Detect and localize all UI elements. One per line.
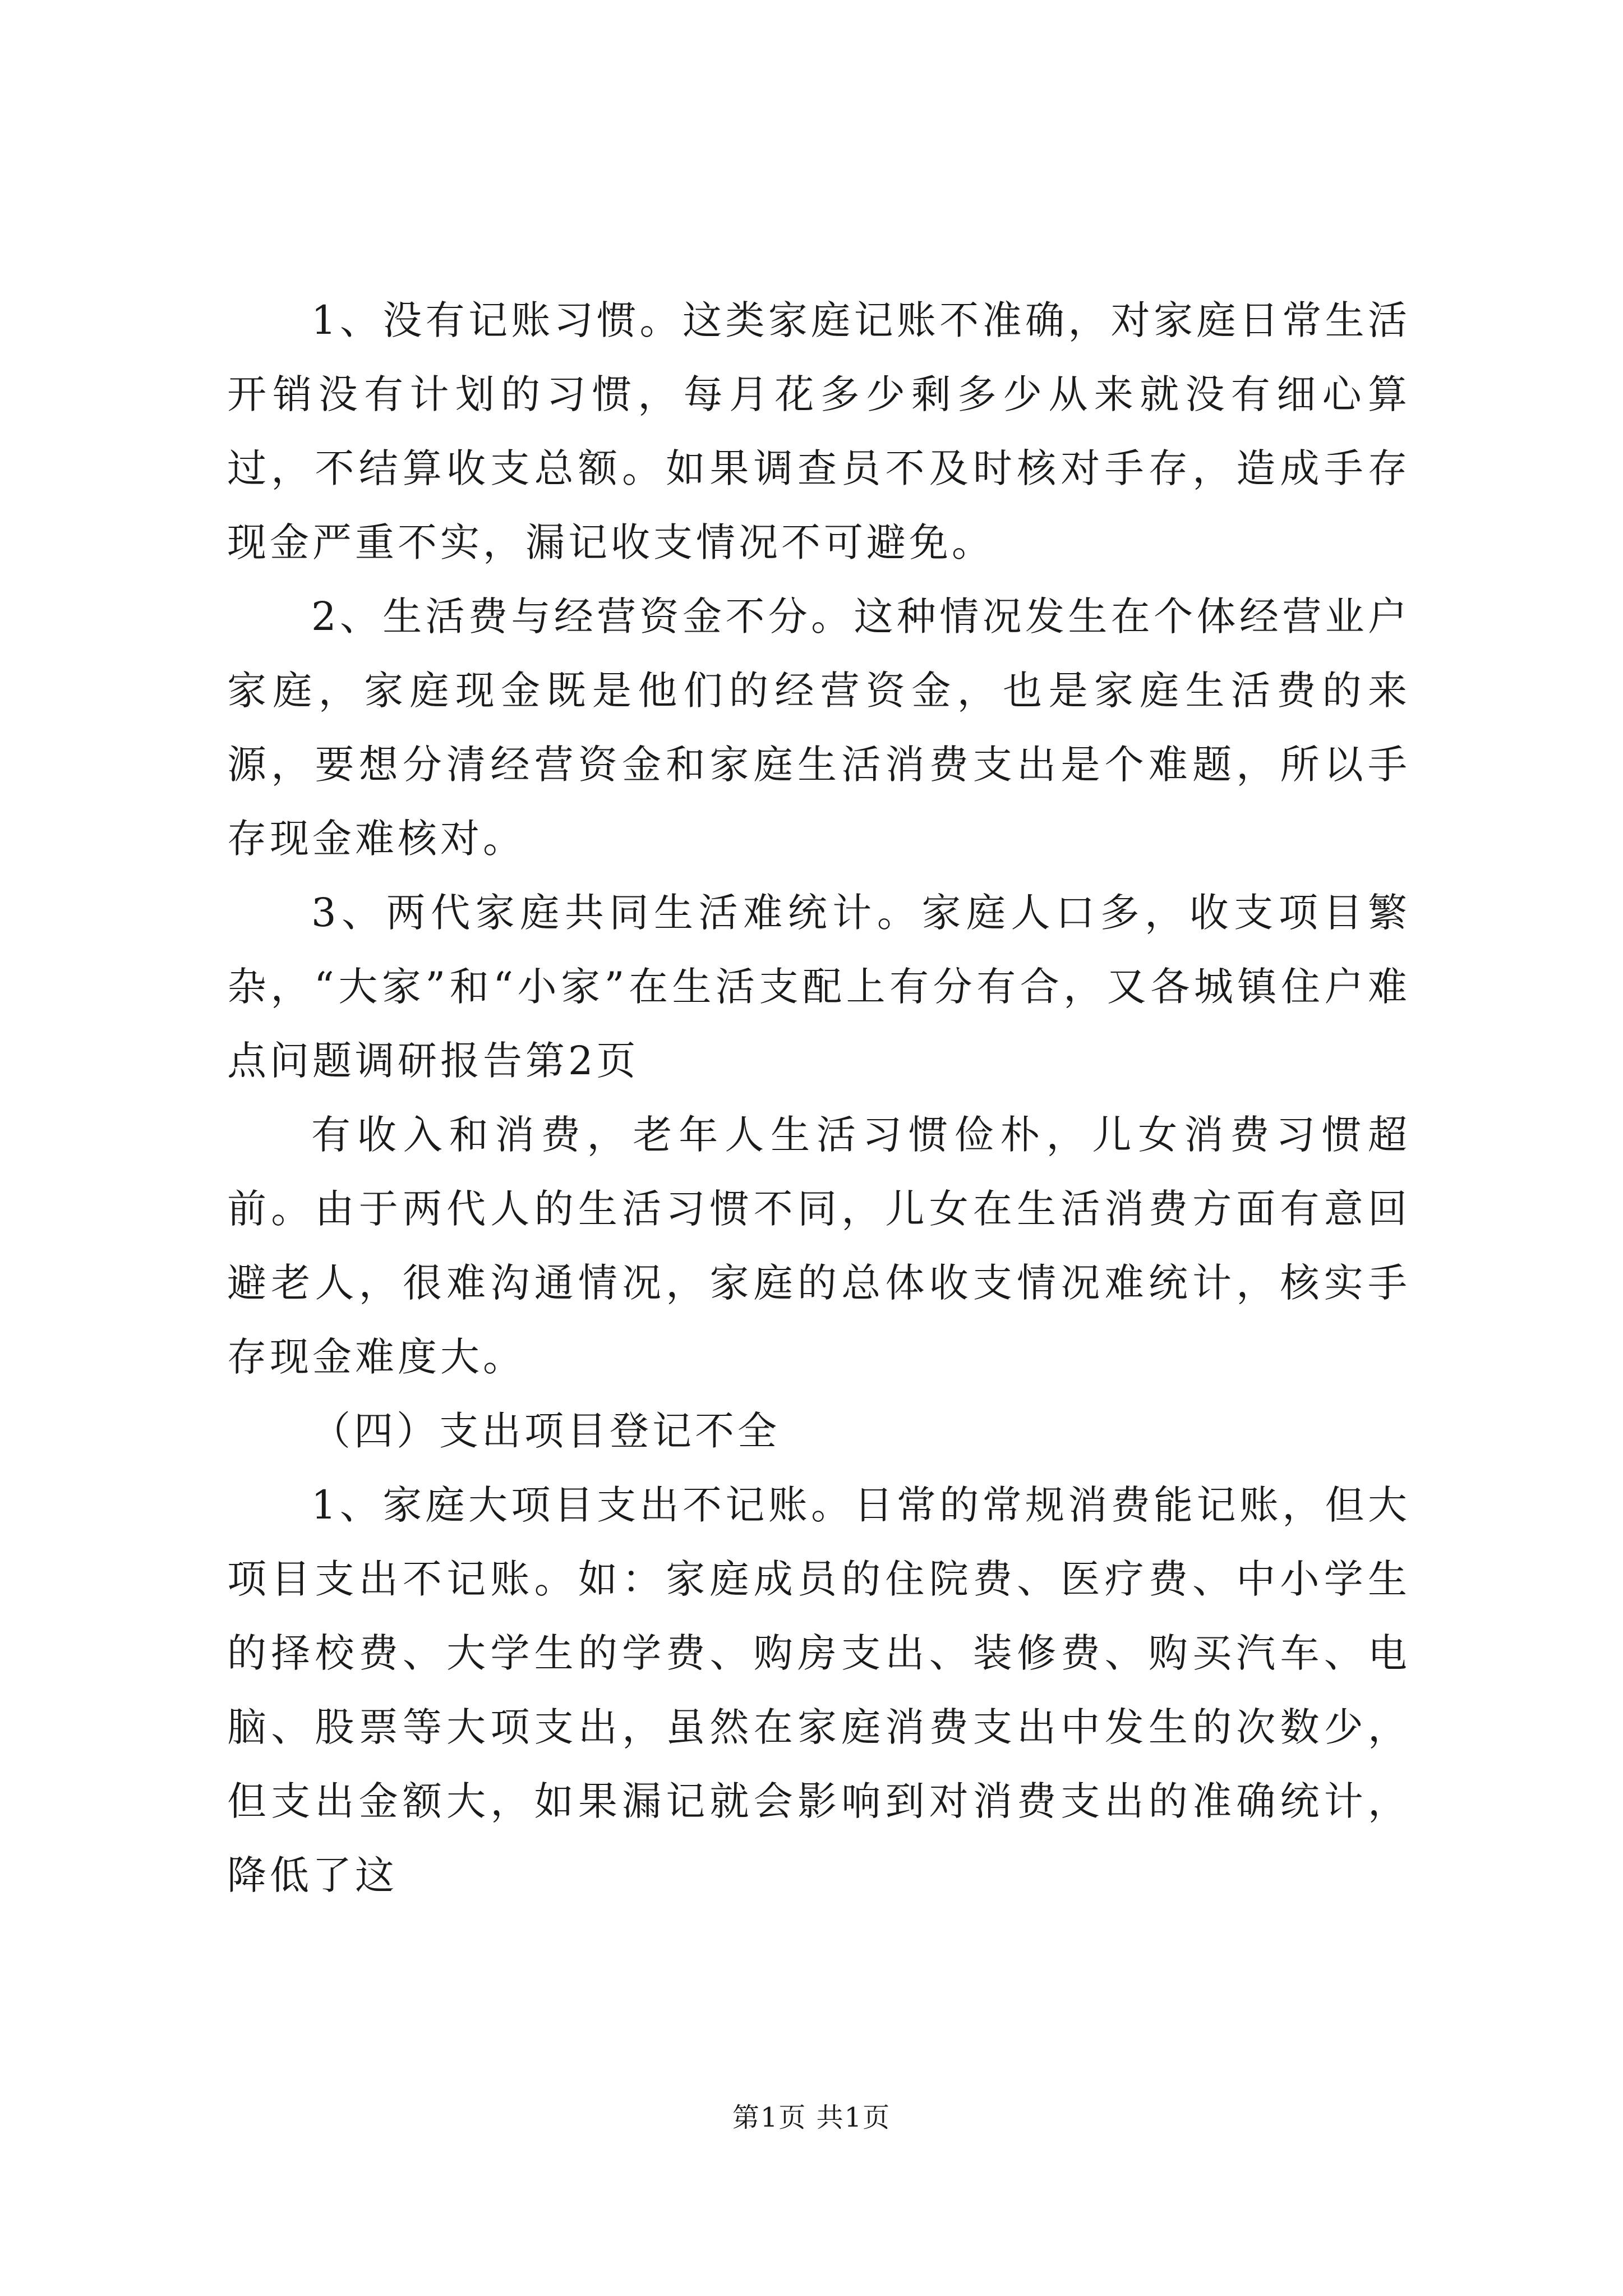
- paragraph-4: 有收入和消费，老年人生活习惯俭朴，儿女消费习惯超前。由于两代人的生活习惯不同，儿女在生活消费方面有意回避老人，很难沟通情况，家庭的总体收支情况难统计，核实手存现金难度大。: [227, 1112, 1410, 1380]
- paragraph-1: 1、没有记账习惯。这类家庭记账不准确，对家庭日常生活开销没有计划的习惯，每月花多少剩多少从来就没有细心算过，不结算收支总额。如果调查员不及时核对手存，造成手存现金严重不实，漏记收支情况不可避免。: [227, 297, 1410, 565]
- section-heading: （四）支出项目登记不全: [311, 1408, 780, 1454]
- paragraph-3: 3、两代家庭共同生活难统计。家庭人口多，收支项目繁杂，“大家”和“小家”在生活支配上有分有合，又各城镇住户难点问题调研报告第2页: [227, 890, 1410, 1084]
- page-footer: 第1页 共1页: [732, 2102, 891, 2133]
- paragraph-5: 1、家庭大项目支出不记账。日常的常规消费能记账，但大项目支出不记账。如：家庭成员的住院费、医疗费、中小学生的择校费、大学生的学费、购房支出、装修费、购买汽车、电脑、股票等大项支出，虽然在家庭消费支出中发生的次数少，但支出金额大，如果漏记就会影响到对消费支出的准确统计，降低了这: [227, 1482, 1410, 1898]
- document-body: [227, 283, 1410, 1912]
- paragraph-2: 2、生活费与经营资金不分。这种情况发生在个体经营业户家庭，家庭现金既是他们的经营资金，也是家庭生活费的来源，要想分清经营资金和家庭生活消费支出是个难题，所以手存现金难核对。: [227, 593, 1410, 862]
